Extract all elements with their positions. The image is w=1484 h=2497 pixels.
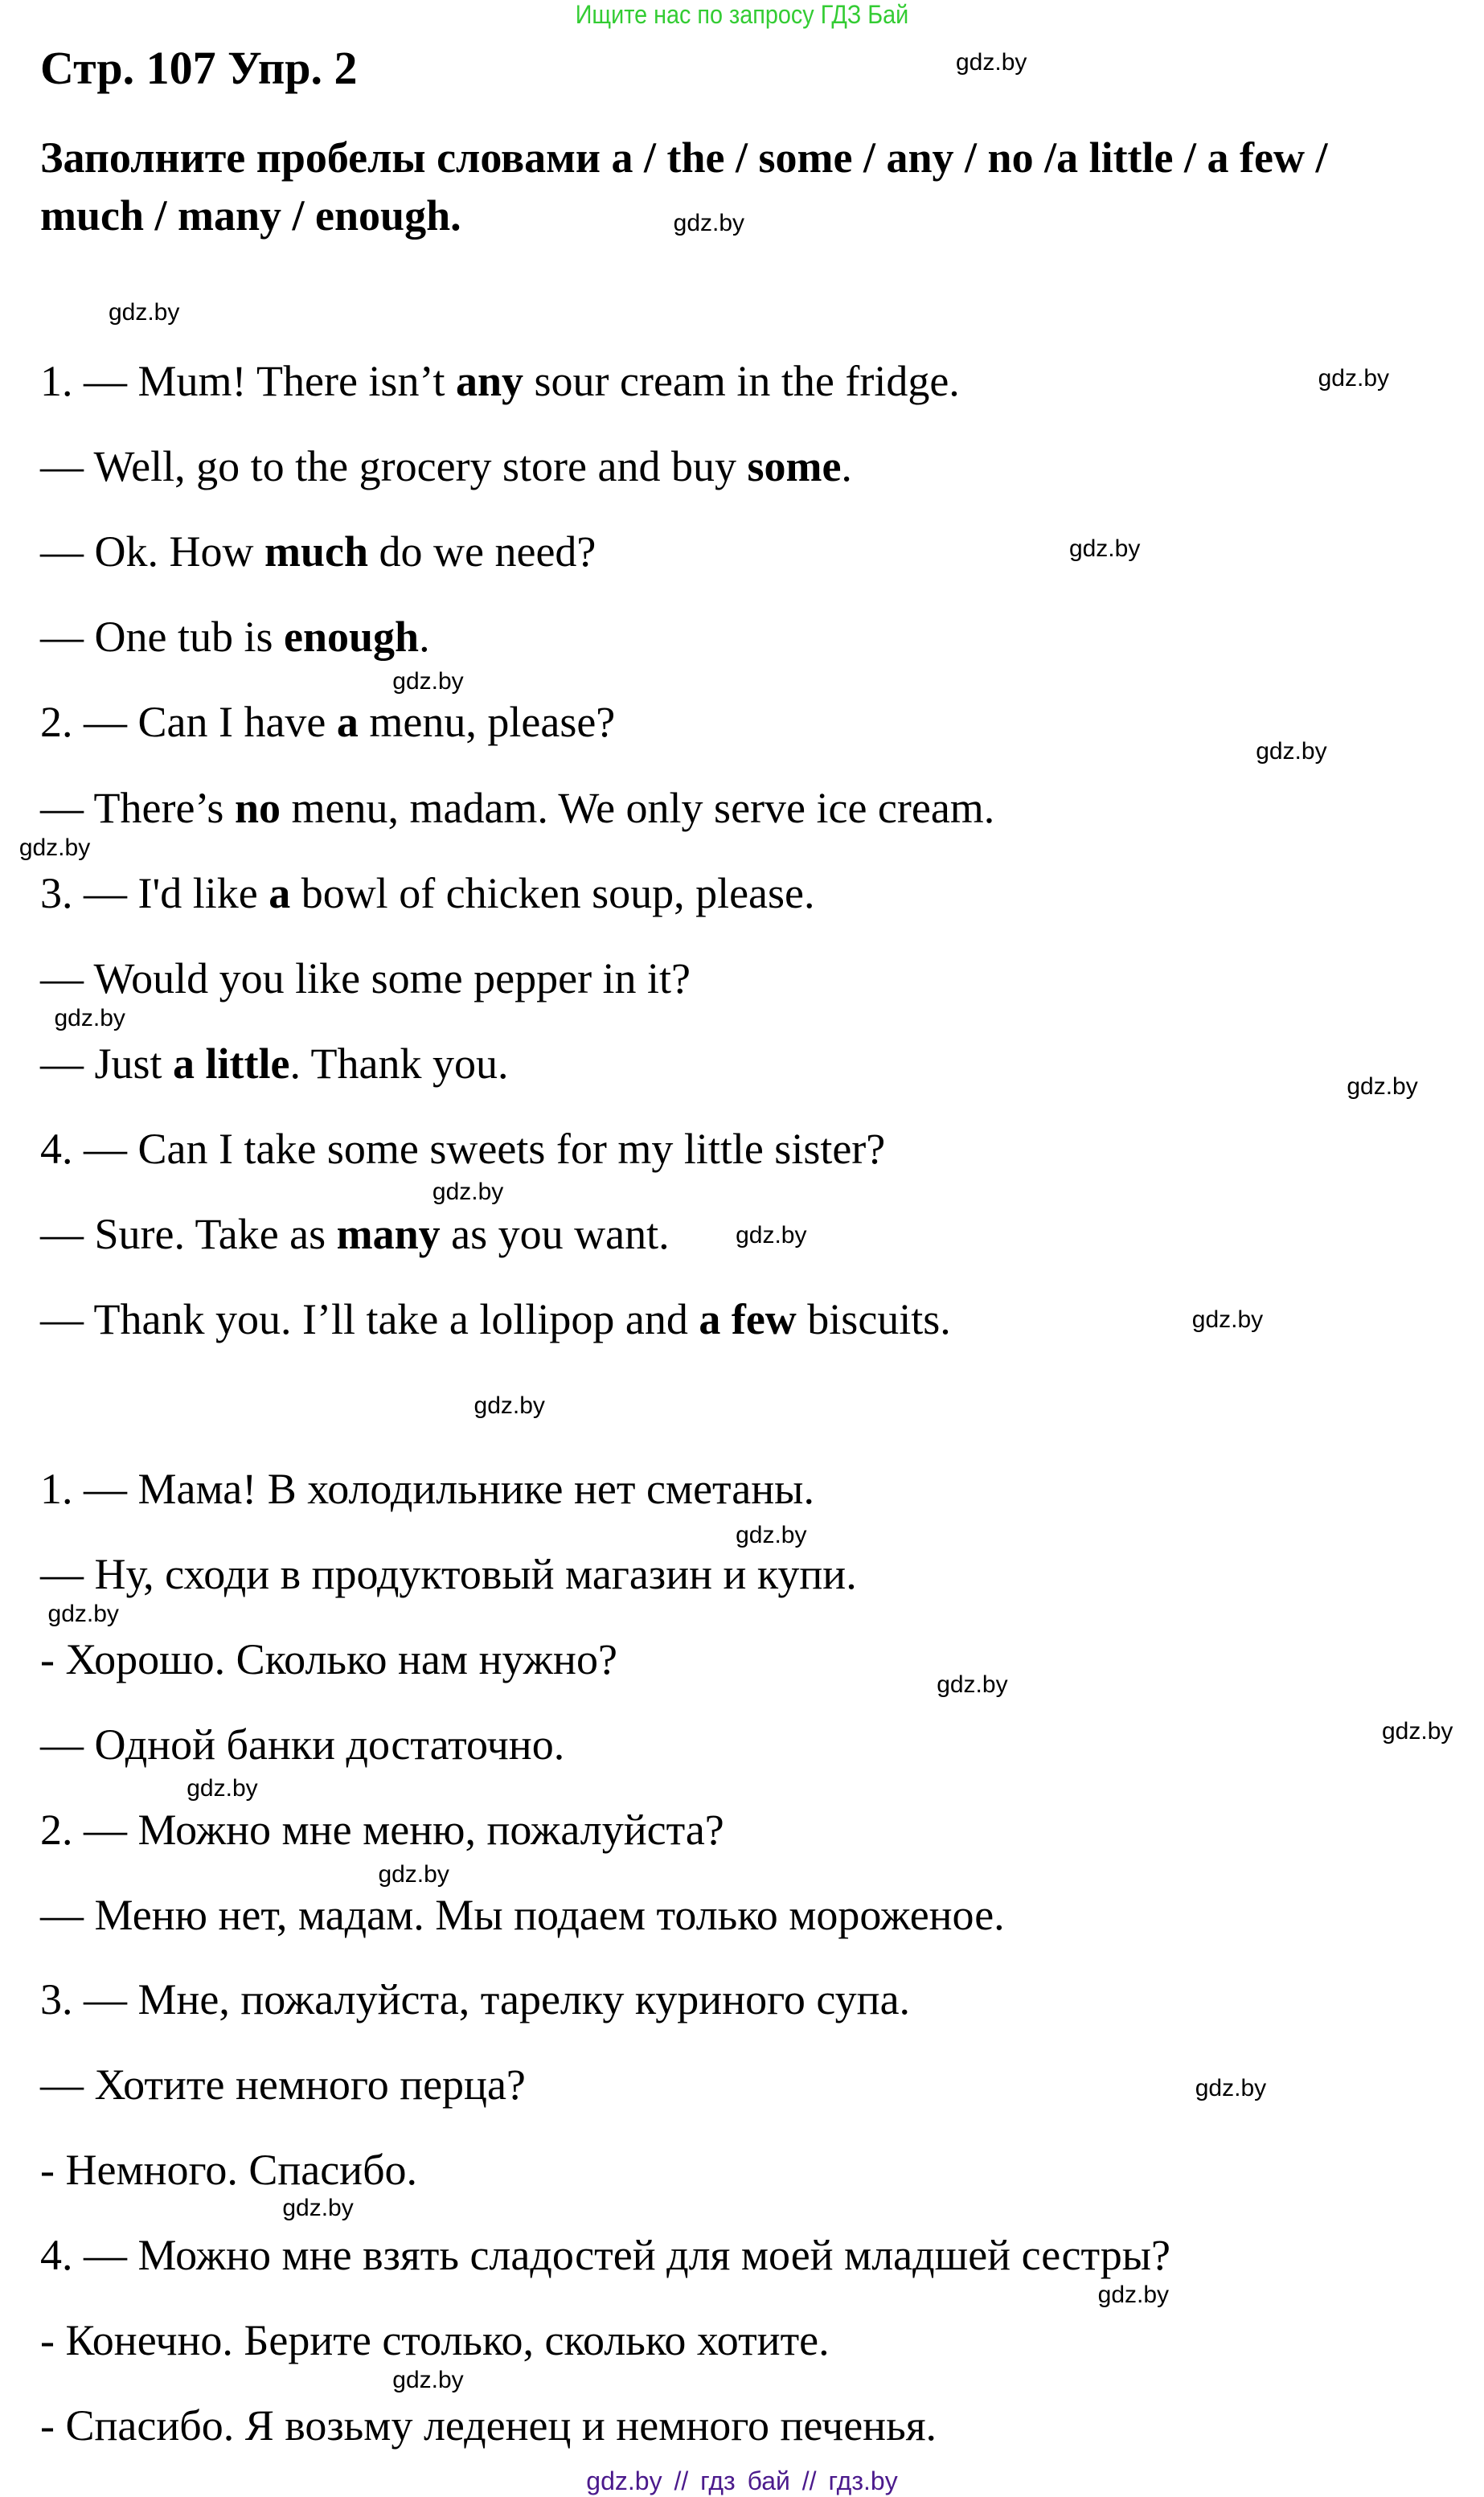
text-segment: — There’s [40,783,235,832]
answer-word: a few [699,1295,797,1344]
text-segment: bowl of chicken soup, please. [290,868,815,917]
bottom-banner[interactable]: gdz.by // гдз бай // гдз.by [586,2466,898,2495]
russian-line: 4. — Можно мне взять сладостей для моей младшей сестры? [40,2231,1170,2280]
text-segment: 3. — I'd like [40,868,269,917]
watermark: gdz.by [378,1860,449,1888]
russian-line: 3. — Мне, пожалуйста, тарелку куриного супа. [40,1975,911,2024]
watermark: gdz.by [432,1178,504,1205]
russian-line: — Хотите немного перца? [40,2060,526,2110]
russian-line: - Конечно. Берите столько, сколько хотите. [40,2316,830,2364]
text-segment: — One tub is [40,613,284,662]
watermark: gdz.by [1382,1717,1453,1745]
watermark: gdz.by [1256,738,1327,765]
answer-word: many [336,1210,441,1258]
instruction-line-2: much / many / enough. [40,191,461,240]
english-line [40,1294,951,1345]
english-line [40,611,430,662]
english-line [40,355,960,407]
text-segment: as you want. [440,1210,670,1258]
text-segment: 4. — Can I take some sweets for my little sister? [40,1124,886,1173]
text-segment: menu, please? [358,698,616,747]
instruction-line-1: Заполните пробелы словами a / the / some / any / no /a little / a few / [40,133,1328,182]
text-segment: sour cream in the fridge. [523,357,960,405]
watermark: gdz.by [1195,2075,1267,2102]
answer-word: any [455,357,524,405]
text-segment: 2. — Can I have [40,698,337,747]
watermark: gdz.by [473,1392,545,1419]
russian-line: - Хорошо. Сколько нам нужно? [40,1634,617,1683]
text-segment: do we need? [368,527,596,576]
watermark: gdz.by [736,1221,807,1248]
answer-word: no [234,783,281,832]
watermark: gdz.by [1068,535,1141,562]
russian-line: - Немного. Спасибо. [40,2146,418,2195]
russian-line: - Спасибо. Я возьму леденец и немного печенья. [40,2401,937,2450]
english-line [40,867,815,919]
text-segment: . [841,442,852,491]
watermark: gdz.by [736,1521,807,1548]
top-banner: Ищите нас по запросу ГДЗ Бай [575,0,909,29]
watermark: gdz.by [18,834,91,861]
answer-word: enough [284,613,420,662]
answer-word: much [264,527,369,576]
answer-word: some [747,442,842,491]
text-segment: — Thank you. I’ll take a lollipop and [40,1295,699,1344]
text-segment: — Just [40,1039,174,1088]
russian-line: — Ну, сходи в продуктовый магазин и купи. [40,1549,857,1598]
text-segment: menu, madam. We only serve ice cream. [281,783,995,832]
english-line [40,696,615,748]
english-line [40,953,691,1004]
watermark: gdz.by [1097,2282,1170,2309]
answer-word: a [336,698,359,747]
russian-line: 1. — Мама! В холодильнике нет сметаны. [40,1465,814,1513]
english-line [40,1038,508,1089]
english-line [40,782,994,834]
english-line [40,441,852,492]
watermark: gdz.by [54,1004,125,1031]
exercise-instruction [40,129,1479,244]
english-line [40,1208,670,1260]
watermark: gdz.by [392,668,464,695]
watermark: gdz.by [47,1600,119,1627]
text-segment: biscuits. [796,1295,951,1344]
russian-line: — Меню нет, мадам. Мы подаем только мороженое. [40,1890,1005,1939]
watermark: gdz.by [673,210,745,237]
text-segment: 1. — Mum! There isn’t [40,357,456,405]
watermark: gdz.by [937,1671,1008,1699]
english-line [40,526,596,577]
text-segment: — Ok. How [40,527,264,576]
text-segment: . Thank you. [289,1039,509,1088]
watermark: gdz.by [1347,1072,1418,1100]
text-segment: — Sure. Take as [40,1210,337,1258]
watermark: gdz.by [187,1775,258,1802]
watermark: gdz.by [282,2195,354,2222]
text-segment: . [419,613,430,662]
answer-word: a little [173,1039,290,1088]
russian-line: — Одной банки достаточно. [40,1720,565,1769]
english-line [40,1123,885,1175]
russian-line: 2. — Можно мне меню, пожалуйста? [40,1805,724,1854]
watermark: gdz.by [1191,1306,1264,1333]
watermark: gdz.by [956,48,1027,76]
watermark: gdz.by [392,2367,464,2393]
watermark: gdz.by [108,299,180,326]
text-segment: — Would you like some pepper in it? [40,953,691,1002]
answer-word: a [269,868,291,917]
text-segment: — Well, go to the grocery store and buy [40,442,748,491]
page-title: Стр. 107 Упр. 2 [40,42,358,94]
watermark: gdz.by [1318,364,1389,392]
